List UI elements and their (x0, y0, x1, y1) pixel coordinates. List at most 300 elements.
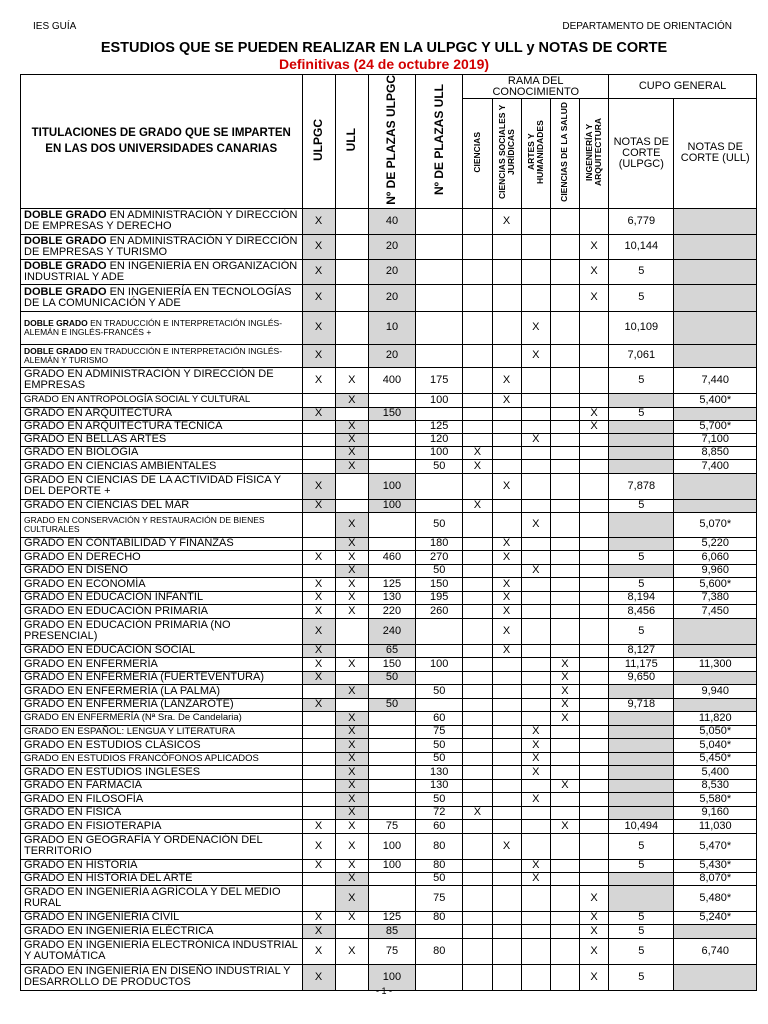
titulacion-cell (21, 311, 303, 344)
ciencias-cell (463, 738, 492, 752)
ull-cell: X (335, 859, 368, 872)
artes-cell (521, 407, 550, 420)
col-notas-ull: NOTAS DE CORTE (ULL) (674, 99, 757, 209)
sociales-cell (492, 872, 521, 885)
nota-ull-cell (674, 644, 757, 657)
artes-cell (521, 924, 550, 938)
plazas-ull-cell: 80 (416, 938, 463, 964)
table-row (21, 407, 757, 420)
plazas-ull-cell (416, 407, 463, 420)
ingenieria-cell: X (579, 885, 608, 911)
salud-cell (550, 446, 579, 459)
plazas-ulpgc-cell: 20 (368, 234, 415, 259)
artes-cell (521, 644, 550, 657)
plazas-ull-cell: 50 (416, 738, 463, 752)
ull-cell: X (335, 657, 368, 671)
sociales-cell: X (492, 604, 521, 618)
salud-cell (550, 433, 579, 446)
ciencias-cell (463, 311, 492, 344)
artes-cell: X (521, 344, 550, 367)
ulpgc-cell: X (302, 657, 335, 671)
nota-ulpgc-cell (609, 446, 674, 459)
ull-cell: X (335, 738, 368, 752)
nota-ulpgc-cell (609, 537, 674, 550)
artes-cell (521, 367, 550, 393)
sociales-cell: X (492, 393, 521, 407)
plazas-ull-cell: 130 (416, 779, 463, 792)
titulacion-cell (21, 420, 303, 433)
plazas-ull-cell: 60 (416, 711, 463, 725)
titulacion-name: EN ADMINISTRACIÓN Y DIRECCIÓN DE EMPRESAS Y DERECHO (24, 209, 298, 233)
titulacion-name: GRADO EN ENFERMERÍA (24, 657, 158, 670)
salud-cell: X (550, 711, 579, 725)
nota-ulpgc-cell: 5 (609, 499, 674, 512)
plazas-ull-cell: 100 (416, 393, 463, 407)
ull-cell: X (335, 806, 368, 819)
titulacion-cell (21, 208, 303, 234)
plazas-ulpgc-cell: 65 (368, 644, 415, 657)
ciencias-cell (463, 420, 492, 433)
plazas-ulpgc-cell: 100 (368, 473, 415, 499)
ulpgc-cell (302, 459, 335, 473)
ulpgc-cell: X (302, 550, 335, 564)
nota-ull-cell: 5,450* (674, 752, 757, 765)
ull-cell: X (335, 711, 368, 725)
plazas-ulpgc-cell (368, 537, 415, 550)
ulpgc-cell (302, 512, 335, 537)
ulpgc-cell (302, 779, 335, 792)
ull-cell: X (335, 591, 368, 604)
nota-ulpgc-cell: 5 (609, 407, 674, 420)
titulacion-name: GRADO EN EDUCACIÓN PRIMARIA (24, 604, 208, 617)
table-row (21, 393, 757, 407)
nota-ulpgc-cell (609, 459, 674, 473)
sociales-cell (492, 698, 521, 711)
nota-ulpgc-cell (609, 684, 674, 698)
artes-cell: X (521, 872, 550, 885)
nota-ull-cell (674, 407, 757, 420)
ciencias-cell (463, 537, 492, 550)
table-row (21, 911, 757, 924)
sociales-cell (492, 671, 521, 684)
nota-ulpgc-cell: 5 (609, 259, 674, 284)
sociales-cell (492, 420, 521, 433)
titulacion-name: GRADO EN INGENIERÍA CIVIL (24, 911, 180, 924)
plazas-ulpgc-cell (368, 512, 415, 537)
table-row (21, 564, 757, 577)
ingenieria-cell: X (579, 259, 608, 284)
ulpgc-cell: X (302, 938, 335, 964)
ull-cell (335, 671, 368, 684)
nota-ull-cell (674, 208, 757, 234)
ull-cell: X (335, 420, 368, 433)
table-row (21, 806, 757, 819)
ciencias-cell (463, 698, 492, 711)
page-subtitle: Definitivas (24 de octubre 2019) (278, 56, 490, 72)
titulacion-cell (21, 591, 303, 604)
sociales-cell (492, 938, 521, 964)
salud-cell (550, 591, 579, 604)
ulpgc-cell (302, 806, 335, 819)
titulacion-name: GRADO EN ADMINISTRACIÓN Y DIRECCIÓN DE EMPRESAS (24, 368, 274, 392)
plazas-ulpgc-cell: 20 (368, 344, 415, 367)
artes-cell (521, 819, 550, 833)
titulacion-cell (21, 234, 303, 259)
ull-cell: X (335, 872, 368, 885)
sociales-cell: X (492, 577, 521, 591)
table-row (21, 779, 757, 792)
plazas-ulpgc-cell: 20 (368, 284, 415, 311)
ingenieria-cell (579, 604, 608, 618)
nota-ull-cell (674, 924, 757, 938)
ciencias-cell: X (463, 806, 492, 819)
artes-cell: X (521, 311, 550, 344)
ulpgc-cell: X (302, 577, 335, 591)
ull-cell (335, 208, 368, 234)
plazas-ull-cell: 50 (416, 684, 463, 698)
plazas-ulpgc-cell (368, 446, 415, 459)
ingenieria-cell (579, 537, 608, 550)
ciencias-cell (463, 779, 492, 792)
table-row (21, 671, 757, 684)
plazas-ull-cell (416, 473, 463, 499)
ull-cell: X (335, 564, 368, 577)
plazas-ulpgc-cell: 460 (368, 550, 415, 564)
nota-ull-cell: 9,960 (674, 564, 757, 577)
titulacion-cell (21, 725, 303, 738)
ulpgc-cell (302, 564, 335, 577)
col-rama: RAMA DEL CONOCIMIENTO (463, 75, 609, 99)
ciencias-cell (463, 711, 492, 725)
titulacion-name: GRADO EN HISTORIA (24, 859, 138, 872)
doble-grado-label: DOBLE GRADO (24, 234, 107, 247)
titulacion-cell (21, 657, 303, 671)
plazas-ull-cell: 80 (416, 859, 463, 872)
doble-grado-label: DOBLE GRADO (24, 259, 107, 272)
nota-ull-cell: 8,530 (674, 779, 757, 792)
sociales-cell: X (492, 208, 521, 234)
table-row (21, 792, 757, 806)
artes-cell: X (521, 512, 550, 537)
artes-cell (521, 473, 550, 499)
salud-cell (550, 885, 579, 911)
ull-cell: X (335, 911, 368, 924)
plazas-ulpgc-cell (368, 765, 415, 779)
ciencias-cell (463, 393, 492, 407)
plazas-ulpgc-cell: 125 (368, 911, 415, 924)
ulpgc-cell: X (302, 618, 335, 644)
titulacion-cell (21, 284, 303, 311)
ciencias-cell (463, 367, 492, 393)
titulacion-cell (21, 618, 303, 644)
ulpgc-cell: X (302, 819, 335, 833)
plazas-ulpgc-cell: 150 (368, 657, 415, 671)
salud-cell (550, 725, 579, 738)
artes-cell: X (521, 765, 550, 779)
ciencias-cell (463, 234, 492, 259)
nota-ull-cell: 6,740 (674, 938, 757, 964)
col-ulpgc: ULPGC (302, 75, 335, 209)
ingenieria-cell (579, 765, 608, 779)
plazas-ulpgc-cell: 20 (368, 259, 415, 284)
sociales-cell (492, 859, 521, 872)
nota-ull-cell (674, 671, 757, 684)
ingenieria-cell: X (579, 284, 608, 311)
nota-ulpgc-cell: 8,127 (609, 644, 674, 657)
nota-ulpgc-cell (609, 752, 674, 765)
salud-cell (550, 208, 579, 234)
salud-cell (550, 367, 579, 393)
titulacion-cell (21, 872, 303, 885)
sociales-cell: X (492, 367, 521, 393)
plazas-ulpgc-cell: 75 (368, 819, 415, 833)
artes-cell (521, 591, 550, 604)
titulacion-cell (21, 911, 303, 924)
ingenieria-cell: X (579, 938, 608, 964)
sociales-cell: X (492, 473, 521, 499)
ingenieria-cell (579, 711, 608, 725)
plazas-ull-cell (416, 344, 463, 367)
col-ingenieria: INGENIERÍA Y ARQUITECTURA (579, 99, 608, 209)
ulpgc-cell: X (302, 911, 335, 924)
nota-ulpgc-cell (609, 885, 674, 911)
ciencias-cell (463, 550, 492, 564)
ull-cell: X (335, 459, 368, 473)
nota-ull-cell (674, 698, 757, 711)
sociales-cell (492, 885, 521, 911)
titulacion-cell (21, 459, 303, 473)
titulacion-name: EN TRADUCCIÓN E INTERPRETACIÓN INGLÉS-ALEMÁN Y TURISMO (24, 345, 283, 365)
ingenieria-cell (579, 657, 608, 671)
ingenieria-cell (579, 577, 608, 591)
plazas-ulpgc-cell: 130 (368, 591, 415, 604)
table-row (21, 819, 757, 833)
nota-ull-cell (674, 259, 757, 284)
titulacion-cell (21, 537, 303, 550)
ulpgc-cell: X (302, 604, 335, 618)
header-school: IES GUÍA (33, 21, 77, 32)
salud-cell (550, 311, 579, 344)
nota-ulpgc-cell: 9,650 (609, 671, 674, 684)
salud-cell (550, 344, 579, 367)
artes-cell (521, 833, 550, 859)
titulacion-name: GRADO EN EDUCACIÓN SOCIAL (24, 644, 196, 657)
nota-ulpgc-cell: 5 (609, 859, 674, 872)
plazas-ull-cell (416, 234, 463, 259)
nota-ulpgc-cell: 5 (609, 550, 674, 564)
ulpgc-cell: X (302, 311, 335, 344)
salud-cell (550, 618, 579, 644)
nota-ull-cell (674, 473, 757, 499)
salud-cell (550, 738, 579, 752)
ulpgc-cell: X (302, 644, 335, 657)
col-artes: ARTES Y HUMANIDADES (521, 99, 550, 209)
nota-ull-cell: 7,400 (674, 459, 757, 473)
table-row (21, 591, 757, 604)
plazas-ulpgc-cell (368, 792, 415, 806)
ull-cell: X (335, 752, 368, 765)
ull-cell: X (335, 393, 368, 407)
sociales-cell (492, 234, 521, 259)
nota-ulpgc-cell: 5 (609, 577, 674, 591)
ingenieria-cell (579, 738, 608, 752)
ingenieria-cell (579, 792, 608, 806)
plazas-ull-cell (416, 618, 463, 644)
ull-cell: X (335, 765, 368, 779)
nota-ulpgc-cell: 5 (609, 924, 674, 938)
plazas-ulpgc-cell: 100 (368, 964, 415, 990)
table-row (21, 311, 757, 344)
nota-ull-cell (674, 284, 757, 311)
ingenieria-cell: X (579, 964, 608, 990)
sociales-cell (492, 711, 521, 725)
titulacion-cell (21, 765, 303, 779)
plazas-ull-cell: 72 (416, 806, 463, 819)
artes-cell (521, 208, 550, 234)
sociales-cell (492, 806, 521, 819)
table-row (21, 618, 757, 644)
titulacion-name: GRADO EN ENFERMERÍA (LA PALMA) (24, 684, 221, 697)
ulpgc-cell: X (302, 698, 335, 711)
ingenieria-cell (579, 344, 608, 367)
sociales-cell (492, 564, 521, 577)
titulacion-cell (21, 924, 303, 938)
ull-cell (335, 698, 368, 711)
sociales-cell (492, 684, 521, 698)
plazas-ull-cell: 180 (416, 537, 463, 550)
ulpgc-cell: X (302, 859, 335, 872)
ull-cell (335, 284, 368, 311)
table-row (21, 473, 757, 499)
table-row (21, 537, 757, 550)
artes-cell (521, 671, 550, 684)
ingenieria-cell: X (579, 234, 608, 259)
ciencias-cell (463, 433, 492, 446)
titulacion-name: GRADO EN ESTUDIOS FRANCÓFONOS APLICADOS (24, 752, 259, 764)
ulpgc-cell: X (302, 473, 335, 499)
ulpgc-cell (302, 725, 335, 738)
salud-cell (550, 393, 579, 407)
sociales-cell (492, 433, 521, 446)
ull-cell: X (335, 792, 368, 806)
ciencias-cell (463, 644, 492, 657)
plazas-ulpgc-cell (368, 752, 415, 765)
plazas-ulpgc-cell (368, 420, 415, 433)
ulpgc-cell (302, 738, 335, 752)
salud-cell (550, 765, 579, 779)
plazas-ull-cell: 80 (416, 833, 463, 859)
salud-cell: X (550, 657, 579, 671)
ulpgc-cell (302, 446, 335, 459)
ulpgc-cell: X (302, 924, 335, 938)
table-row (21, 367, 757, 393)
sociales-cell (492, 924, 521, 938)
nota-ulpgc-cell: 5 (609, 284, 674, 311)
salud-cell (550, 806, 579, 819)
table-row (21, 924, 757, 938)
table-row (21, 208, 757, 234)
nota-ull-cell: 8,070* (674, 872, 757, 885)
artes-cell (521, 577, 550, 591)
ull-cell: X (335, 725, 368, 738)
doble-grado-label: DOBLE GRADO (24, 209, 107, 222)
nota-ull-cell (674, 344, 757, 367)
nota-ulpgc-cell: 5 (609, 964, 674, 990)
titulacion-name: GRADO EN INGENIERÍA AGRÍCOLA Y DEL MEDIO RURAL (24, 886, 281, 910)
plazas-ull-cell: 100 (416, 446, 463, 459)
titulacion-cell (21, 446, 303, 459)
sociales-cell: X (492, 537, 521, 550)
titulacion-cell (21, 344, 303, 367)
plazas-ulpgc-cell: 150 (368, 407, 415, 420)
sociales-cell (492, 446, 521, 459)
nota-ull-cell (674, 234, 757, 259)
ciencias-cell (463, 208, 492, 234)
titulacion-name: GRADO EN ANTROPOLOGÍA SOCIAL Y CULTURAL (24, 394, 251, 406)
ciencias-cell (463, 819, 492, 833)
titulacion-cell (21, 564, 303, 577)
ingenieria-cell (579, 618, 608, 644)
ull-cell: X (335, 604, 368, 618)
ulpgc-cell (302, 684, 335, 698)
table-row (21, 885, 757, 911)
nota-ull-cell: 5,430* (674, 859, 757, 872)
nota-ull-cell: 5,480* (674, 885, 757, 911)
table-row (21, 284, 757, 311)
ciencias-cell (463, 924, 492, 938)
titulacion-name: GRADO EN ESTUDIOS CLÁSICOS (24, 738, 201, 751)
titulacion-cell (21, 259, 303, 284)
col-notas-ulpgc: NOTAS DE CORTE (ULPGC) (609, 99, 674, 209)
titulacion-name: GRADO EN DERECHO (24, 550, 141, 563)
plazas-ulpgc-cell: 10 (368, 311, 415, 344)
ciencias-cell (463, 591, 492, 604)
sociales-cell: X (492, 833, 521, 859)
ull-cell (335, 234, 368, 259)
plazas-ulpgc-cell (368, 885, 415, 911)
titulacion-name: GRADO EN ENFERMERÍA (FUERTEVENTURA) (24, 671, 264, 684)
ulpgc-cell (302, 752, 335, 765)
ingenieria-cell: X (579, 407, 608, 420)
ull-cell: X (335, 938, 368, 964)
ciencias-cell (463, 833, 492, 859)
titulacion-name: GRADO EN ECONOMÍA (24, 577, 146, 590)
plazas-ulpgc-cell: 100 (368, 499, 415, 512)
titulacion-name: GRADO EN ENFERMERÍA (Nª Sra. De Candelaria) (24, 712, 242, 724)
sociales-cell (492, 344, 521, 367)
nota-ull-cell: 7,380 (674, 591, 757, 604)
titulacion-cell (21, 806, 303, 819)
plazas-ulpgc-cell (368, 433, 415, 446)
plazas-ulpgc-cell (368, 725, 415, 738)
ingenieria-cell (579, 644, 608, 657)
artes-cell: X (521, 859, 550, 872)
ciencias-cell (463, 657, 492, 671)
ciencias-cell (463, 885, 492, 911)
nota-ull-cell: 7,100 (674, 433, 757, 446)
titulacion-name: GRADO EN CIENCIAS DEL MAR (24, 499, 190, 512)
ingenieria-cell (579, 367, 608, 393)
sociales-cell (492, 259, 521, 284)
plazas-ulpgc-cell: 50 (368, 671, 415, 684)
plazas-ull-cell (416, 311, 463, 344)
ciencias-cell (463, 344, 492, 367)
plazas-ull-cell: 150 (416, 577, 463, 591)
ull-cell: X (335, 512, 368, 537)
table-row (21, 234, 757, 259)
titulacion-cell (21, 550, 303, 564)
artes-cell (521, 604, 550, 618)
